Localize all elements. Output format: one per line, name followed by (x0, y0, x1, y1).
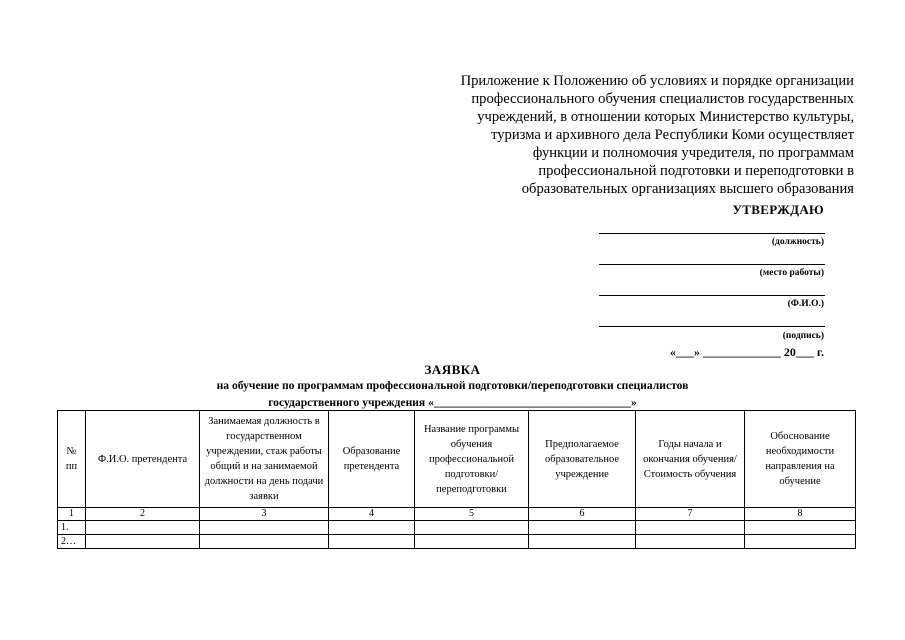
appendix-line: туризма и архивного дела Республики Коми осуществляет (491, 127, 854, 143)
header-program: Название программы обучения профессиональной подготовки/ переподготовки (415, 411, 529, 508)
appendix-line: профессиональной подготовки и переподготовки в (538, 163, 854, 179)
table-cell (200, 521, 329, 535)
approval-title: УТВЕРЖДАЮ (732, 202, 824, 217)
document-subtitle: на обучение по программам профессиональной подготовки/переподготовки специалистов (216, 379, 689, 392)
appendix-line: учреждений, в отношении которых Министерство культуры, (477, 109, 854, 125)
table-cell (745, 535, 856, 549)
header-years-cost: Годы начала и окончания обучения/ Стоимость обучения (636, 411, 745, 508)
header-institution: Предполагаемое образовательное учреждение (529, 411, 636, 508)
table-cell: 2… (58, 535, 86, 549)
header-position: Занимаемая должность в государственном учреждении, стаж работы общий и на занимаемой должности на день подачи заявки (200, 411, 329, 508)
column-number: 5 (415, 508, 529, 521)
table-cell (636, 521, 745, 535)
table-cell (200, 535, 329, 549)
appendix-line: образовательных организациях высшего образования (521, 181, 854, 197)
signature-line (599, 326, 825, 327)
column-number-row (58, 508, 856, 521)
table-cell: 1. (58, 521, 86, 535)
header-justification: Обоснование необходимости направления на обучение (745, 411, 856, 508)
table-cell (329, 521, 415, 535)
name-line (599, 295, 825, 296)
column-number: 1 (58, 508, 86, 521)
table-cell (415, 535, 529, 549)
table-cell (329, 535, 415, 549)
table-cell (86, 521, 200, 535)
column-number: 3 (200, 508, 329, 521)
institution-line: государственного учреждения «__________________________________» (268, 396, 637, 409)
column-number: 8 (745, 508, 856, 521)
name-label: (Ф.И.О.) (787, 299, 824, 309)
appendix-line: Приложение к Положению об условиях и порядке организации (460, 73, 854, 89)
application-table (57, 410, 856, 549)
header-full-name: Ф.И.О. претендента (86, 411, 200, 508)
table-cell (745, 521, 856, 535)
signature-label: (подпись) (782, 331, 824, 341)
table-header-row (58, 411, 856, 508)
column-number: 4 (329, 508, 415, 521)
table-row (58, 535, 856, 549)
appendix-line: профессионального обучения специалистов государственных (471, 91, 854, 107)
column-number: 6 (529, 508, 636, 521)
table-cell (86, 535, 200, 549)
table-cell (415, 521, 529, 535)
column-number: 7 (636, 508, 745, 521)
table-row (58, 521, 856, 535)
table-cell (636, 535, 745, 549)
table-cell (529, 535, 636, 549)
column-number: 2 (86, 508, 200, 521)
position-label: (должность) (771, 237, 824, 247)
approval-date: «___» _____________ 20___ г. (669, 345, 824, 359)
workplace-label: (место работы) (759, 268, 824, 278)
workplace-line (599, 264, 825, 265)
header-number: № пп (58, 411, 86, 508)
position-line (599, 233, 825, 234)
header-education: Образование претендента (329, 411, 415, 508)
table-cell (529, 521, 636, 535)
document-title: ЗАЯВКА (424, 362, 481, 377)
appendix-line: функции и полномочия учредителя, по программам (532, 145, 854, 161)
appendix-reference (434, 72, 854, 198)
